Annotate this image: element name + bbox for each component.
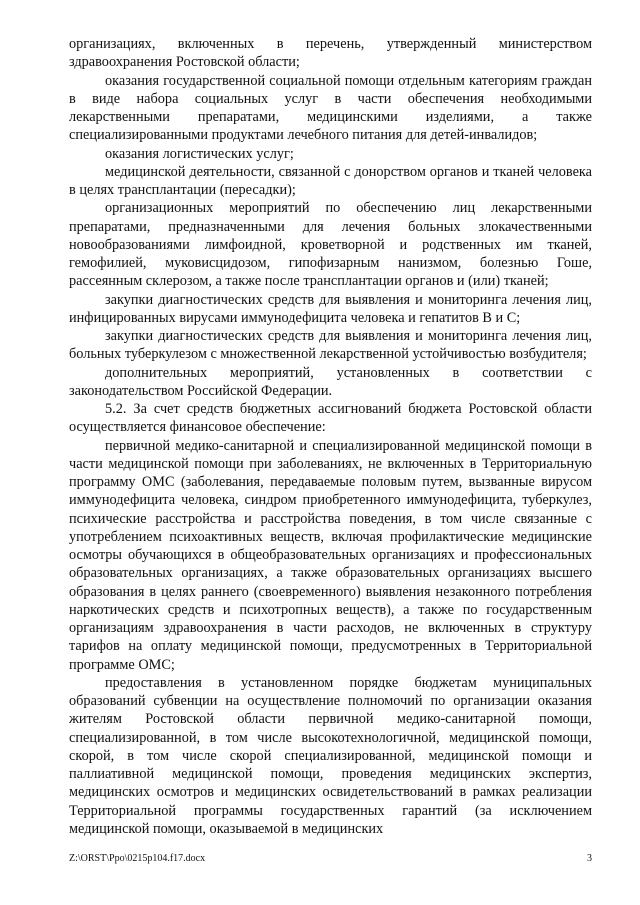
document-body <box>69 35 592 838</box>
paragraph: организациях, включенных в перечень, утвержденный министерством здравоохранения Ростовской области; <box>69 36 592 71</box>
page-number: 3 <box>587 853 592 864</box>
paragraph: предоставления в установленном порядке бюджетам муниципальных образований субвенции на осуществление полномочий по организации оказания жителям Ростовской области первичной медико-санитарной помощи, специализированной, в том числе высокотехнологичной, медицинской помощи, скорой, в том числе скорой специализированной, медицинской помощи и паллиативной медицинской помощи, проведения медицинских экспертиз, медицинских осмотров и медицинских освидетельствований в рамках реализации Территориальной программы государственных гарантий (за исключением медицинской помощи, оказываемой в медицинских <box>69 674 592 837</box>
section-paragraph: 5.2. За счет средств бюджетных ассигнований бюджета Ростовской области осуществляется финансовое обеспечение: <box>69 401 592 436</box>
paragraph: закупки диагностических средств для выявления и мониторинга лечения лиц, больных туберкулезом с множественной лекарственной устойчивостью возбудителя; <box>69 328 592 363</box>
footer-file-path: Z:\ORST\Ppo\0215p104.f17.docx <box>69 853 206 864</box>
paragraph: оказания логистических услуг; <box>105 145 294 162</box>
paragraph: закупки диагностических средств для выявления и мониторинга лечения лиц, инфицированных вирусами иммунодефицита человека и гепатитов B и C; <box>69 291 592 326</box>
paragraph: организационных мероприятий по обеспечению лиц лекарственными препаратами, предназначенными для лечения больных злокачественными новообразованиями лимфоидной, кроветворной и родственных им тканей, гемофилией, муковисцидозом, гипофизарным нанизмом, болезнью Гоше, рассеянным склерозом, а также после трансплантации органов и (или) тканей; <box>69 200 592 290</box>
paragraph: медицинской деятельности, связанной с донорством органов и тканей человека в целях трансплантации (пересадки); <box>69 163 592 198</box>
paragraph: оказания государственной социальной помощи отдельным категориям граждан в виде набора социальных услуг в части обеспечения необходимыми лекарственными препаратами, медицинскими изделиями, а также специализированными продуктами лечебного питания для детей-инвалидов; <box>69 72 592 144</box>
paragraph: дополнительных мероприятий, установленных в соответствии с законодательством Российской Федерации. <box>69 364 592 399</box>
paragraph: первичной медико-санитарной и специализированной медицинской помощи в части медицинской помощи при заболеваниях, не включенных в Территориальную программу ОМС (заболевания, передаваемые половым путем, вызванные вирусом иммунодефицита человека, синдром приобретенного иммунодефицита, туберкулез, психические расстройства и расстройства поведения, в том числе связанные с употреблением психоактивных веществ, включая профилактические медицинские осмотры обучающихся в общеобразовательных организациях и профессиональных образовательных организациях, а также образовательных организациях высшего образования в целях раннего (своевременного) выявления незаконного потребления наркотических средств и психотропных веществ), а также по государственным организациям здравоохранения в части расходов, не включенных в структуру тарифов на оплату медицинской помощи, предусмотренных в Территориальной программе ОМС; <box>69 437 592 673</box>
